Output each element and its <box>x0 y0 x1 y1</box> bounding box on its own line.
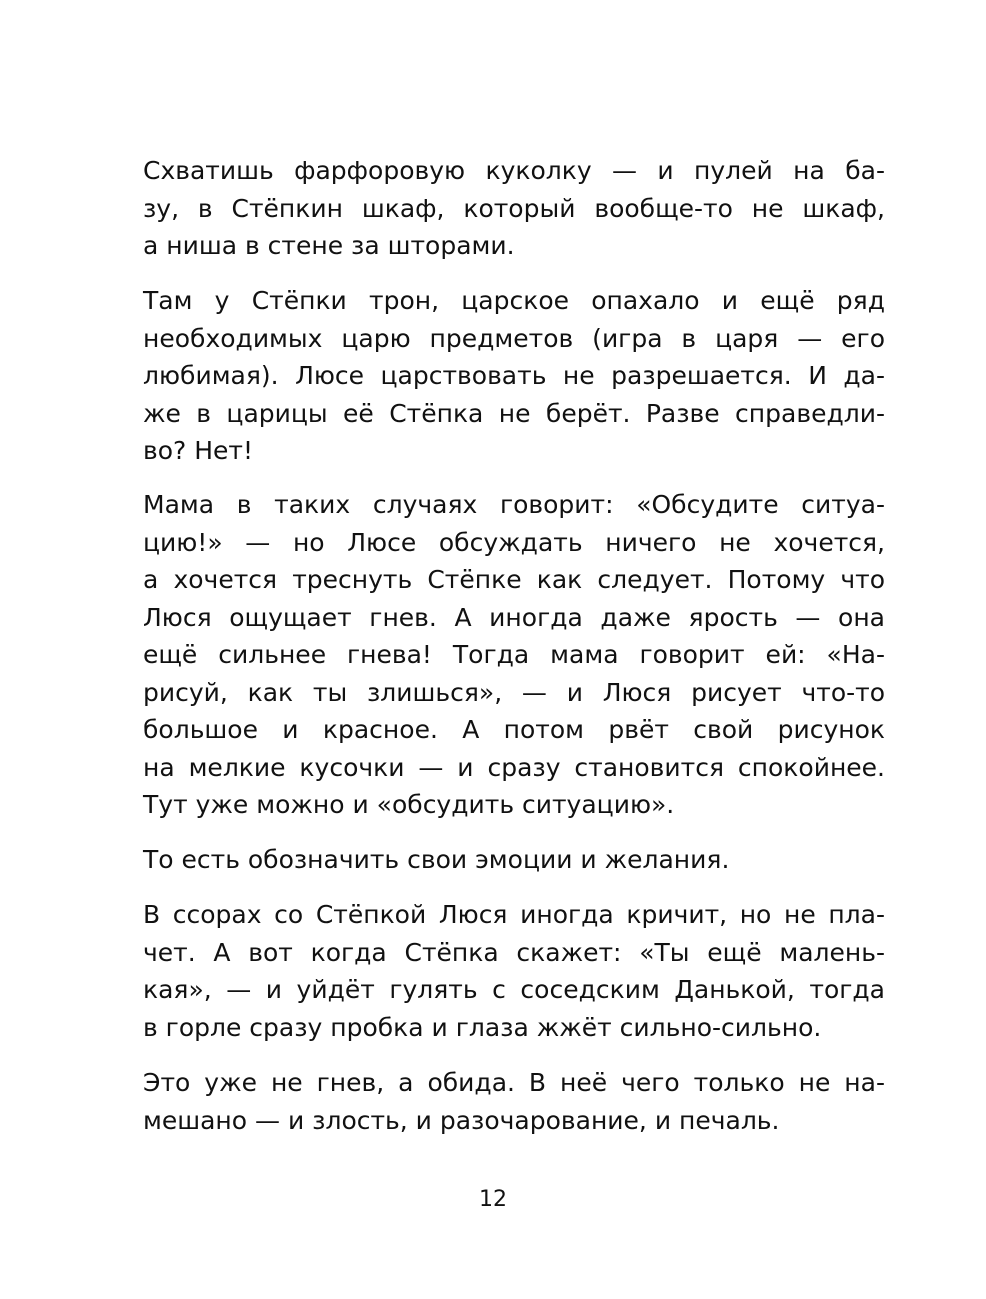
text-line: То есть обозначить свои эмоции и желания. <box>143 845 730 874</box>
text-line: необходимых царю предметов (игра в царя — его <box>143 323 885 353</box>
text-line: Мама в таких случаях говорит: «Обсудите ситуа- <box>143 490 885 519</box>
text-line: а хочется треснуть Стёпке как следует. Потому что <box>143 565 885 594</box>
text-line: кая», — и уйдёт гулять с соседским Данькой, тогда <box>143 975 885 1004</box>
page-number: 12 <box>479 1187 507 1212</box>
text-line: большое и красное. А потом рвёт свой рисунок <box>143 715 885 744</box>
text-line: на мелкие кусочки — и сразу становится спокойнее. <box>143 752 885 782</box>
paragraph-2 <box>143 282 885 470</box>
text-line: в горле сразу пробка и глаза жжёт сильно-сильно. <box>143 1012 822 1042</box>
paragraph-1 <box>143 152 885 265</box>
text-line: Там у Стёпки трон, царское опахало и ещё ряд <box>143 286 885 315</box>
text-line: же в царицы её Стёпка не берёт. Разве справедли- <box>143 398 885 428</box>
paragraph-3 <box>143 486 885 824</box>
text-line: В ссорах со Стёпкой Люся иногда кричит, но не пла- <box>143 900 885 929</box>
paragraph-5 <box>143 896 885 1046</box>
text-line: ещё сильнее гнева! Тогда мама говорит ей: «На- <box>143 640 885 669</box>
text-line: Схватишь фарфоровую куколку — и пулей на ба- <box>143 156 885 185</box>
text-line: Тут уже можно и «обсудить ситуацию». <box>143 790 675 819</box>
text-line: Люся ощущает гнев. А иногда даже ярость — она <box>143 602 885 632</box>
text-line: мешано — и злость, и разочарование, и печаль. <box>143 1105 780 1135</box>
text-line: а ниша в стене за шторами. <box>143 231 515 260</box>
text-line: чет. А вот когда Стёпка скажет: «Ты ещё малень- <box>143 937 885 967</box>
text-line: любимая). Люсе царствовать не разрешается. И да- <box>143 361 885 390</box>
text-line: Это уже не гнев, а обида. В неё чего только не на- <box>143 1068 885 1097</box>
text-line: зу, в Стёпкин шкаф, который вообще-то не шкаф, <box>143 193 885 223</box>
text-line: рисуй, как ты злишься», — и Люся рисует что-то <box>143 677 885 707</box>
paragraph-6 <box>143 1064 885 1139</box>
text-line: во? Нет! <box>143 436 254 465</box>
text-line: цию!» — но Люсе обсуждать ничего не хочется, <box>143 527 885 557</box>
paragraph-4 <box>143 841 885 879</box>
